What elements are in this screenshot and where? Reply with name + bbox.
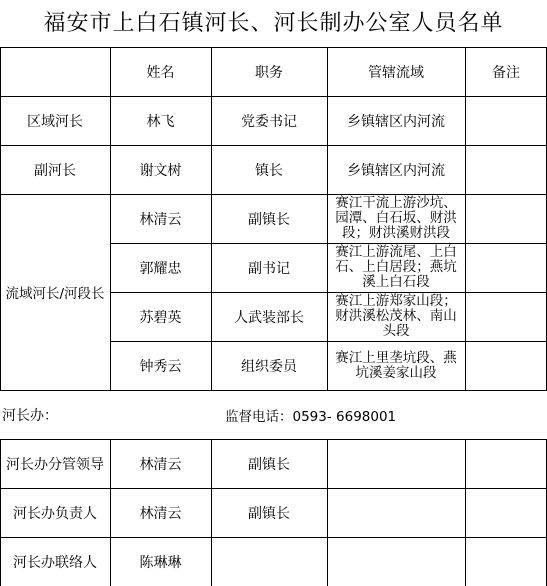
table-row-remark	[465, 96, 547, 145]
table-row-position: 副书记	[248, 260, 290, 277]
table-row-area: 乡镇辖区内河流	[347, 113, 445, 130]
table-row-role: 河长办负责人	[13, 505, 97, 522]
table-row-remark	[465, 194, 547, 243]
table-row-position: 党委书记	[241, 113, 297, 130]
table-row-position: 人武装部长	[234, 309, 304, 326]
table-row-position: 副镇长	[248, 211, 290, 228]
header-area: 管辖流域	[368, 64, 424, 81]
table-row-area	[327, 488, 465, 537]
table-row-name: 林清云	[139, 211, 182, 228]
table-row-name: 钟秀云	[139, 358, 182, 375]
table-row-name: 郭耀忠	[139, 260, 182, 277]
table-row-name: 苏碧英	[139, 309, 182, 326]
table-row-position	[211, 537, 327, 586]
table-row-area: 赛江干流上游沙坑、园潭、白石坂、财洪段；财洪溪财洪段	[335, 195, 457, 241]
table-row-name: 陈琳琳	[139, 554, 182, 571]
table-row-remark	[465, 292, 547, 341]
table-row-remark	[465, 439, 547, 488]
table-row-area: 赛江上游流尾、上白石、上白居段；燕坑溪上白石段	[335, 244, 457, 290]
office-phone: 监督电话：0593- 6698001	[225, 408, 397, 425]
table-row-name: 林飞	[146, 113, 175, 130]
page-title: 福安市上白石镇河长、河长制办公室人员名单	[43, 11, 504, 36]
table-row-area: 赛江上里垄坑段、燕坑溪姜家山段	[335, 349, 457, 381]
office-label: 河长办：	[2, 407, 58, 424]
table-row-name: 林清云	[139, 456, 182, 473]
basin-role: 流域河长/河段长	[5, 286, 105, 302]
table-row-role: 河长办分管领导	[6, 456, 104, 473]
table-row-position: 副镇长	[248, 505, 290, 522]
table-row-area: 乡镇辖区内河流	[347, 162, 445, 179]
header-blank	[0, 47, 110, 96]
table-row-position: 副镇长	[248, 456, 290, 473]
table-row-area	[327, 537, 465, 586]
header-name: 姓名	[146, 64, 175, 81]
table-row-area	[327, 439, 465, 488]
header-remark: 备注	[492, 64, 520, 81]
table-row-remark	[465, 537, 547, 586]
table-row-remark	[465, 341, 547, 390]
table-row-remark	[465, 488, 547, 537]
table-row-remark	[465, 243, 547, 292]
table-row-area: 赛江上游郑家山段；财洪溪松茂林、南山头段	[335, 293, 457, 339]
header-position: 职务	[255, 64, 283, 81]
table-row-position: 镇长	[255, 162, 283, 179]
table-row-name: 林清云	[139, 505, 182, 522]
table-row-role: 副河长	[34, 162, 76, 179]
table-row-remark	[465, 145, 547, 194]
table-row-role: 区域河长	[27, 113, 83, 130]
table-row-name: 谢文树	[139, 162, 182, 179]
table-row-position: 组织委员	[241, 358, 297, 375]
table-row-role: 河长办联络人	[13, 554, 97, 571]
